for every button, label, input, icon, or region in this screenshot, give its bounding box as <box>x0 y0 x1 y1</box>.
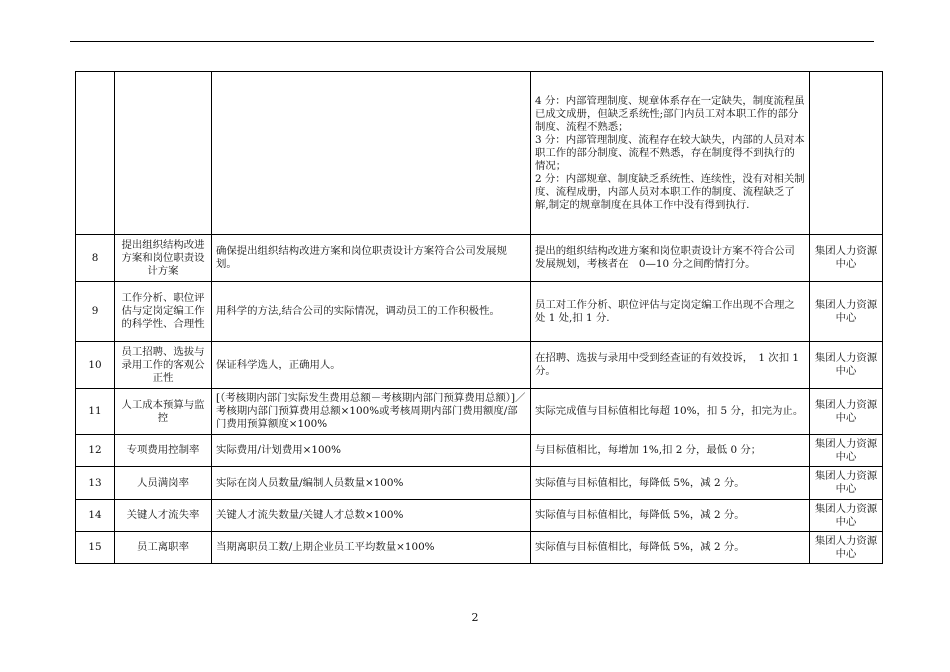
kpi-standard-cell: 在招聘、选拔与录用中受到经查证的有效投诉， 1 次扣 1 分。 <box>531 342 810 389</box>
kpi-dept-cell <box>810 72 883 235</box>
kpi-definition-cell: 当期离职员工数/上期企业员工平均数量×100% <box>212 532 531 564</box>
kpi-standard-cell <box>531 72 810 235</box>
kpi-name-cell: 人工成本预算与监控 <box>115 389 212 435</box>
kpi-standard-cell: 实际完成值与目标值相比每超 10%，扣 5 分，扣完为止。 <box>531 389 810 435</box>
standard-line-2-points: 2 分：内部规章、制度缺乏系统性、连续性，没有对相关制度、流程成册，内部人员对本职工作的制度、流程缺乏了解,制定的规章制度在具体工作中没有得到执行. <box>535 172 805 211</box>
kpi-definition-cell: 实际费用/计划费用×100% <box>212 435 531 467</box>
kpi-name-cell: 专项费用控制率 <box>115 435 212 467</box>
kpi-definition-cell: 实际在岗人员数量/编制人员数量×100% <box>212 467 531 500</box>
kpi-number-cell: 8 <box>76 235 115 282</box>
kpi-standard-cell: 实际值与目标值相比，每降低 5%，减 2 分。 <box>531 532 810 564</box>
kpi-dept-cell: 集团人力资源中心 <box>810 467 883 500</box>
kpi-definition-cell <box>212 72 531 235</box>
kpi-name-cell: 提出组织结构改进方案和岗位职责设计方案 <box>115 235 212 282</box>
table-row <box>76 389 883 435</box>
kpi-number-cell: 13 <box>76 467 115 500</box>
kpi-number-cell: 10 <box>76 342 115 389</box>
kpi-definition-cell: 关键人才流失数量/关键人才总数×100% <box>212 500 531 532</box>
header-rule <box>70 41 874 42</box>
kpi-definition-cell: 用科学的方法,结合公司的实际情况，调动员工的工作积极性。 <box>212 282 531 342</box>
standard-line-4-points: 4 分：内部管理制度、规章体系存在一定缺失，制度流程虽已成文成册，但缺乏系统性;部门内员工对本职工作的部分制度、流程不熟悉； <box>535 94 805 133</box>
kpi-definition-cell: 确保提出组织结构改进方案和岗位职责设计方案符合公司发展规划。 <box>212 235 531 282</box>
kpi-number-cell: 9 <box>76 282 115 342</box>
kpi-number-cell: 12 <box>76 435 115 467</box>
kpi-standard-cell: 与目标值相比，每增加 1%,扣 2 分，最低 0 分； <box>531 435 810 467</box>
kpi-name-cell: 员工离职率 <box>115 532 212 564</box>
kpi-number-cell <box>76 72 115 235</box>
standard-line-3-points: 3 分：内部管理制度、流程存在较大缺失，内部的人员对本职工作的部分制度、流程不熟悉，存在制度得不到执行的情况； <box>535 133 805 172</box>
kpi-dept-cell: 集团人力资源中心 <box>810 389 883 435</box>
page-number: 2 <box>471 611 479 624</box>
kpi-standard-cell: 员工对工作分析、职位评估与定岗定编工作出现不合理之处 1 处,扣 1 分. <box>531 282 810 342</box>
kpi-name-cell <box>115 72 212 235</box>
kpi-definition-cell: 保证科学选人，正确用人。 <box>212 342 531 389</box>
kpi-name-cell: 工作分析、职位评估与定岗定编工作的科学性、合理性 <box>115 282 212 342</box>
kpi-standard-cell: 实际值与目标值相比，每降低 5%，减 2 分。 <box>531 467 810 500</box>
kpi-number-cell: 15 <box>76 532 115 564</box>
kpi-dept-cell: 集团人力资源中心 <box>810 282 883 342</box>
kpi-definition-cell: [（考核期内部门实际发生费用总额－考核期内部门预算费用总额）]／考核期内部门预算费用总额×100%或考核周期内部门费用额度/部门费用预算额度×100% <box>212 389 531 435</box>
table-row-continuation <box>76 72 883 235</box>
kpi-number-cell: 11 <box>76 389 115 435</box>
table-row <box>76 532 883 564</box>
kpi-dept-cell: 集团人力资源中心 <box>810 532 883 564</box>
kpi-standard-cell: 提出的组织结构改进方案和岗位职责设计方案不符合公司发展规划，考核者在 0—10 分之间酌情打分。 <box>531 235 810 282</box>
table-row <box>76 235 883 282</box>
table-row <box>76 467 883 500</box>
table-row <box>76 435 883 467</box>
kpi-name-cell: 人员满岗率 <box>115 467 212 500</box>
table-row <box>76 282 883 342</box>
table-row <box>76 500 883 532</box>
kpi-name-cell: 员工招聘、选拔与录用工作的客观公正性 <box>115 342 212 389</box>
kpi-standard-cell: 实际值与目标值相比，每降低 5%，减 2 分。 <box>531 500 810 532</box>
kpi-dept-cell: 集团人力资源中心 <box>810 435 883 467</box>
kpi-dept-cell: 集团人力资源中心 <box>810 500 883 532</box>
kpi-number-cell: 14 <box>76 500 115 532</box>
kpi-dept-cell: 集团人力资源中心 <box>810 235 883 282</box>
kpi-table <box>75 71 883 564</box>
table-row <box>76 342 883 389</box>
kpi-name-cell: 关键人才流失率 <box>115 500 212 532</box>
kpi-dept-cell: 集团人力资源中心 <box>810 342 883 389</box>
